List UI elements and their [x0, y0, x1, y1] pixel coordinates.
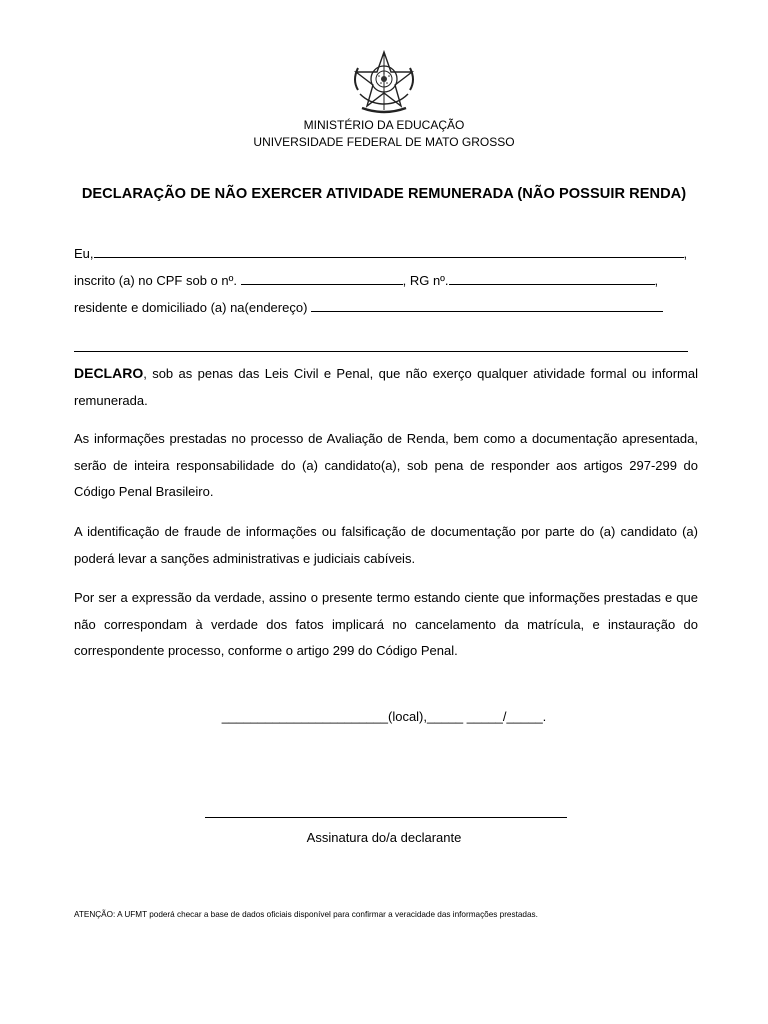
address-continuation-line — [74, 339, 698, 355]
cpf-field[interactable] — [241, 272, 403, 285]
paragraph-fraud: A identificação de fraude de informações ou falsificação de documentação por parte do (a) candidato (a) poderá levar a sanções administrativas e judiciais cabíveis. — [74, 524, 698, 566]
signature-line[interactable] — [205, 817, 567, 818]
rg-suffix: , — [654, 273, 659, 288]
footnote: ATENÇÃO: A UFMT poderá checar a base de dados oficiais disponível para confirmar a veracidade das informações prestadas. — [74, 910, 538, 919]
cpf-rg-line — [74, 272, 698, 288]
address-continuation-field[interactable] — [74, 339, 688, 352]
name-suffix: , — [683, 246, 688, 261]
page-title: DECLARAÇÃO DE NÃO EXERCER ATIVIDADE REMUNERADA (NÃO POSSUIR RENDA) — [81, 186, 687, 202]
university-heading: UNIVERSIDADE FEDERAL DE MATO GROSSO — [253, 135, 515, 149]
paragraph-responsibility: As informações prestadas no processo de Avaliação de Renda, bem como a documentação apresentada, serão de inteira responsabilidade do (a) candidato(a), sob pena de responder aos artigos 297-299 do Código Penal Brasileiro. — [74, 431, 698, 499]
address-label: residente e domiciliado (a) na(endereço) — [74, 300, 308, 315]
address-line — [74, 299, 698, 315]
date-place-line[interactable]: _______________________(local),_____ _____/_____. — [221, 709, 547, 724]
cpf-label: inscrito (a) no CPF sob o nº. — [74, 273, 237, 288]
declaration-text: , sob as penas das Leis Civil e Penal, que não exerço qualquer atividade formal ou informal remunerada. — [74, 366, 698, 408]
declaration-paragraph — [74, 360, 698, 414]
coat-of-arms-seal — [346, 50, 422, 116]
rg-field[interactable] — [449, 272, 655, 285]
name-label: Eu, — [74, 246, 94, 261]
paragraph-truth: Por ser a expressão da verdade, assino o presente termo estando ciente que informações prestadas e que não correspondam à verdade dos fatos implicará no cancelamento da matrícula, e instauração do correspondente processo, conforme o artigo 299 do Código Penal. — [74, 590, 698, 658]
address-field[interactable] — [311, 299, 663, 312]
rg-label: , RG nº. — [402, 273, 449, 288]
name-line — [74, 245, 698, 261]
signature-label: Assinatura do/a declarante — [306, 830, 462, 845]
name-field[interactable] — [94, 245, 684, 258]
ministry-heading: MINISTÉRIO DA EDUCAÇÃO — [303, 118, 465, 132]
declaro-keyword: DECLARO — [74, 365, 144, 381]
